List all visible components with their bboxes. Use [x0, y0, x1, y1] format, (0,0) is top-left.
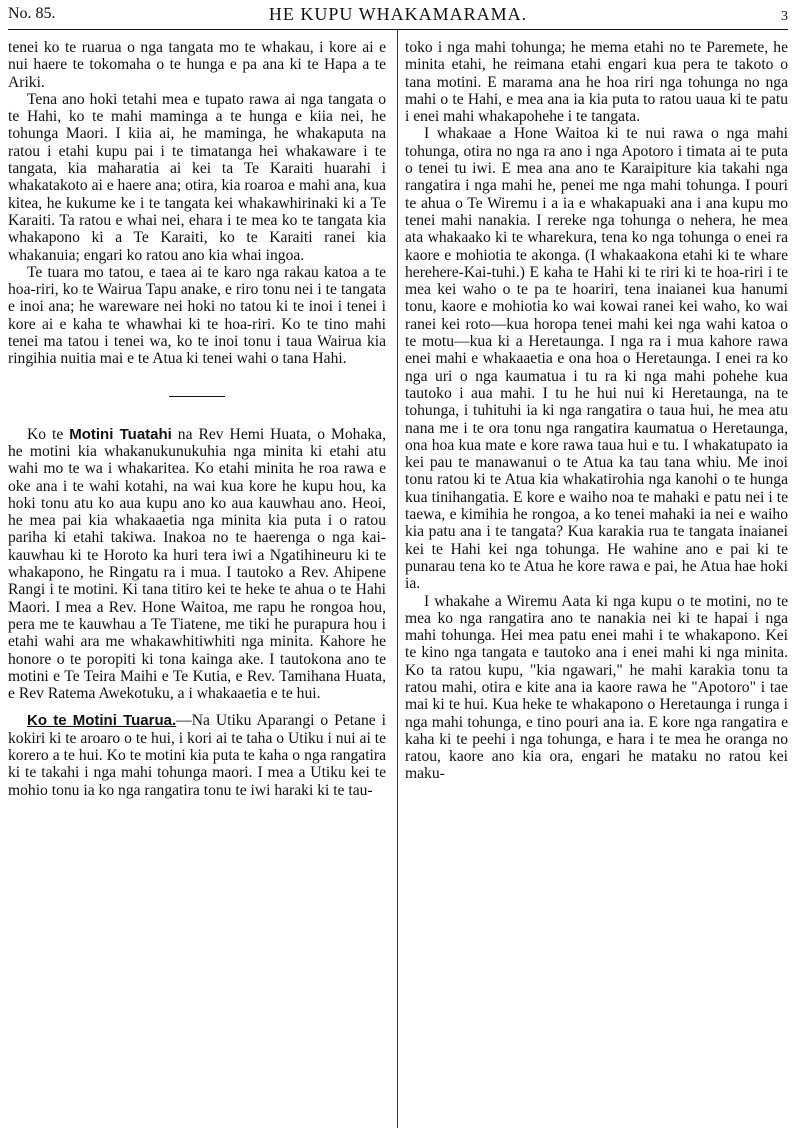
motion-lead: Ko te [27, 425, 70, 443]
motion-text: —Na Utiku Aparangi o Petane i kokiri ki te aroaro o te hui, i kori ai te taha o Utiku i nui ai te korero a te hui. Ko te motini kia puta te kaha o nga rangatira ki te takahi i nga mahi tohunga maori. I mea a Utiku kei te mohio tonu ia ko nga rangatira tonu te iwi haraki ki te tau- [8, 712, 386, 799]
right-column [405, 39, 788, 783]
paragraph: I whakahe a Wiremu Aata ki nga kupu o te motini, no te mea ko nga rangatira ano te nanakia nei ki te hapai i nga mahi tohunga. Hei mea patu enei mahi i te whakapono. Kei te kino nga tangata e tautoko ana i enei mahi ki nga minita. Ko ta ratou kupu, "kia ngawari," he mahi karakia tonu ta ratou mahi, otira e kite ana ia kaore rawa he "Apotoro" i tae mai ki te hui. Kua heke te whakapono o Heretaunga i runga i nga mahi tohunga, e tino pouri ana ia. E kore nga rangatira e kaha ki te peehi i nga tohunga, e hara i te mea he oranga no ratou, kaore ano kia ora, engari he mataku no ratou kei maku- [405, 592, 788, 783]
motion-heading: Ko te Motini Tuarua. [27, 712, 177, 730]
motion-paragraph [8, 712, 386, 798]
motion-heading: Motini Tuatahi [69, 425, 172, 443]
left-column [8, 39, 386, 799]
column-divider-line [397, 30, 398, 1128]
motion-paragraph [8, 426, 386, 703]
page-header [8, 3, 788, 30]
paragraph: tenei ko te ruarua o nga tangata mo te whakau, i kore ai e nui haere te tokomaha o te hunga e pa ana ki te Hapa a te Ariki. [8, 39, 386, 91]
page-title: HE KUPU WHAKAMARAMA. [268, 4, 528, 24]
paragraph: I whakaae a Hone Waitoa ki te nui rawa o nga mahi tohunga, otira no nga ra ano i nga Apotoro i timata ai te puta o tenei tu iwi. E mea ana ano te Karaipiture kia takahi nga rangatira i nga mahi he, penei me nga mahi tohunga. I pouri te ahua o Te Wiremu i a ia e whakapuaki ana i ana kupu mo tenei mahi nanakia. I rereke nga tohunga o nehera, he mea ata whakaako ki te wharekura, tena ko nga tohunga o enei ra kaore e mohiotia te akonga. (I whakaakona etahi ki te whare herehere-Kai-tuhi.) E kaha te Hahi ki te riri ki te hoa-riri i te mea kei waho o te pa te hoariri, tena inaianei kua hanumi tonu, kaore e mohiotia ko wai kowai ranei kei waho, ko wai ranei kei roto—kua horopa tenei mahi kei nga wahi katoa o te motu—kua ki a Heretaunga. I nga ra i mua kahore rawa enei mahi e whakaaetia e ona hoa o Heretaunga. I enei ra ko nga uri o nga kaumatua i tu ra ki nga mahi pohehe kua tautoko i aua mahi. I tu he hui nui ki Heretaunga, na te tohunga, i tuhituhi ia ki nga rangatira o taua hui, he mea atu nana me i te ora tonu nga rangatira kaumatua o Heretaunga, ona hoa kua mate e kore rawa taua hui e tu. I whakatupato ia kei pau te manawanui o te Atua ka tau tana whiu. Me inoi tonu ratou ki te Atua kia whakatirohia nga kanohi o te hunga kua tinihangatia. E kore e waiho noa te mahaki e patu nei i te taewa, e kimihia he rongoa, a ko tenei mahaki ia nei e waiho kia patu ana i te tangata? Kua karakia rua te tangata inaianei kei te Hahi kei nga tohunga. He wahine ano e pai ki te punarau tena ko te Atua he kore rawa e pai, he Atua hae hoki ia. [405, 125, 788, 593]
paragraph: Te tuara mo tatou, e taea ai te karo nga rakau katoa a te hoa-riri, ko te Wairua Tapu anake, e riro tonu nei i te tangata e inoi ana; he wareware nei hoki no tatou ki te inoi i tenei i kore ai e kaha te whawhai ki te hoa-riri. Ko te tino mahi tenei ma tatou i tenei wa, ko te inoi tonu i taua Wairua kia ringihia nuitia mai e te Atua ki tenei wahi o tana Hahi. [8, 263, 386, 368]
motion-text: na Rev Hemi Huata, o Mohaka, he motini kia whakanukunukuhia nga minita ki etahi atu wahi mo te wa i whakaritea. Ko etahi minita he roa rawa e oke ana i te wahi kotahi, na wai kua kore he kupu hou, ka hoki tonu atu ko aua kupu ano ko aua kauwhau ano. Heoi, he mea pai kia whakaaetia nga minita kia puta i o ratou pariha ki etahi takiwa. Inakoa no te haerenga o nga kai-kauwhau ki te Horoto ka huri tera iwi a Ngatihineuru ki te whakapono, he Ringatu ra i mua. I tautoko a Rev. Ahipene Rangi i te motini. Ki tana titiro kei te heke te ahua o te Hahi Maori. I mea a Rev. Hone Waitoa, me rapu he rongoa hou, pera me te kauwhau a Te Tiatene, me tiki he purapura hou i etahi wahi ara me whakawhitiwhiti nga minita. Kahore he honore o te poropiti ki tona kainga ake. I tautokona ano te motini e Te Teira Maihi e Te Kutia, e Rev. Tamihana Huata, e Rev Ratema Awekotuku, a i whakaaetia e te hui. [8, 425, 386, 703]
spacer [8, 702, 386, 712]
section-divider [169, 396, 225, 397]
paragraph: Tena ano hoki tetahi mea e tupato rawa ai nga tangata o te Hahi, ko te mahi maminga a te hunga e kiia nei, he tohunga Maori. I kiia ai, he maminga, he whakaputa na ratou i etahi kupu pai i te timatanga hei whakaware i te tangata, kia maharatia ai kei ta Te Karaiti huarahi i whakatakoto ai e haere ana; otira, kia roaroa e mahi ana, kua kitea, he kukume ke i te tangata kei whakawhirinaki ki a Te Karaiti. Ta ratou e whai nei, ehara i te mea ko te tangata kia whakapono ki a Te Karaiti, ko te Karaiti ranei kia whakanuia; engari ko ratou ano kia whai ingoa. [8, 90, 386, 264]
paragraph: toko i nga mahi tohunga; he mema etahi no te Paremete, he minita etahi, he reimana etahi engari kua pera te takoto o tana motini. E marama ana he hoa riri nga tohunga no nga mahi o te Hahi, e mea ana ia kia puta to ratou uaua ki te patu i enei mahi whakapohehe i te tangata. [405, 39, 788, 126]
issue-number: No. 85. [8, 5, 56, 22]
page-number: 3 [781, 9, 788, 24]
